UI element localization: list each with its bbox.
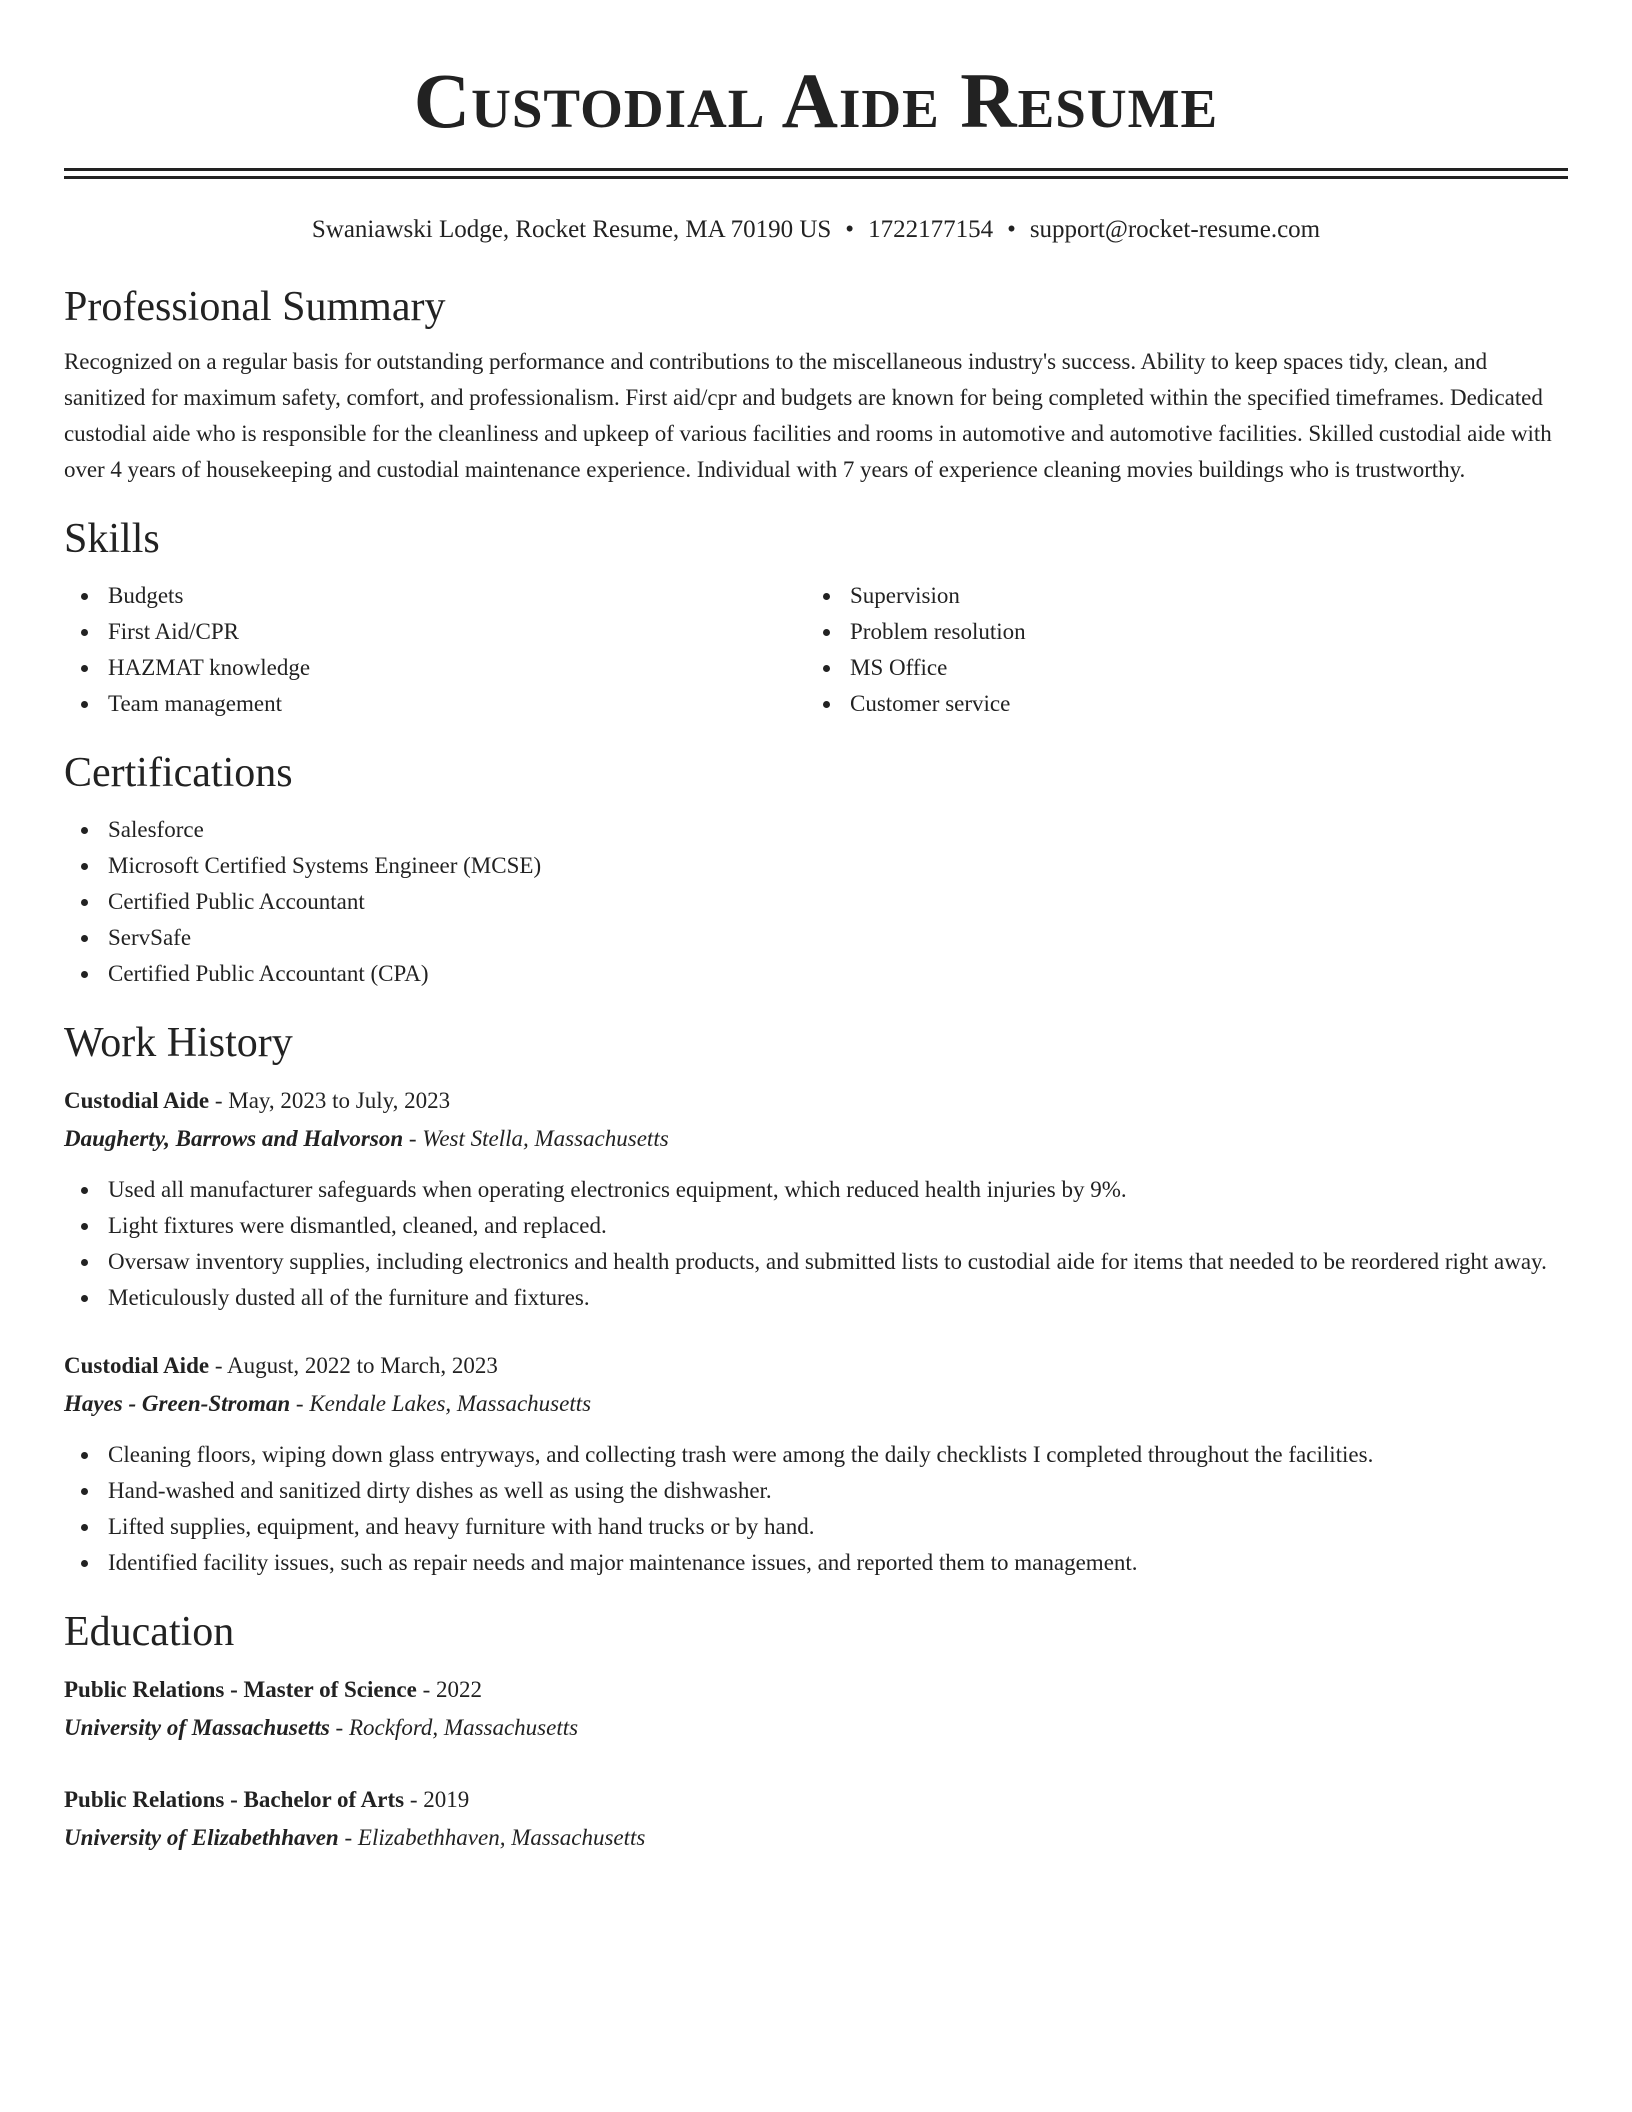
education-year: - 2019 <box>404 1787 470 1812</box>
skills-grid <box>64 578 1568 722</box>
education-school: University of Massachusetts <box>64 1715 330 1740</box>
job-duty: Used all manufacturer safeguards when operating electronics equipment, which reduced health injuries by 9%. <box>64 1172 1568 1208</box>
spacer <box>64 1316 1568 1347</box>
education-location: - Rockford, Massachusetts <box>329 1715 579 1740</box>
education-degree: Public Relations - Master of Science <box>64 1677 417 1702</box>
skill-item: Supervision <box>806 578 1548 614</box>
work-history-heading: Work History <box>64 1020 293 1066</box>
job-duty: Lifted supplies, equipment, and heavy furniture with hand trucks or by hand. <box>64 1509 1568 1545</box>
skills-heading: Skills <box>64 516 160 562</box>
skill-item: Customer service <box>806 686 1548 722</box>
certification-item: Certified Public Accountant <box>64 884 1568 920</box>
certification-item: Salesforce <box>64 812 1568 848</box>
resume-page <box>64 0 1568 1857</box>
education-school: University of Elizabethhaven <box>64 1825 339 1850</box>
summary-heading: Professional Summary <box>64 284 446 330</box>
education-entry <box>64 1781 1568 1857</box>
job-entry <box>64 1082 1568 1316</box>
contact-address: Swaniawski Lodge, Rocket Resume, MA 70190 US <box>311 216 832 243</box>
job-duty: Identified facility issues, such as repair needs and major maintenance issues, and reported them to management. <box>64 1545 1568 1581</box>
education-degree: Public Relations - Bachelor of Arts <box>64 1787 405 1812</box>
job-company: Hayes - Green-Stroman <box>64 1391 291 1416</box>
skill-item: HAZMAT knowledge <box>64 650 806 686</box>
job-duty: Meticulously dusted all of the furniture and fixtures. <box>64 1280 1568 1316</box>
education-school-line <box>64 1709 1568 1747</box>
skills-list-left <box>64 578 806 722</box>
skill-item: Team management <box>64 686 806 722</box>
certification-item: Certified Public Accountant (CPA) <box>64 956 1568 992</box>
skill-item: Budgets <box>64 578 806 614</box>
job-entry <box>64 1347 1568 1581</box>
job-title: Custodial Aide <box>64 1088 210 1113</box>
education-header <box>64 1781 1568 1819</box>
education-header <box>64 1671 1568 1709</box>
certification-item: Microsoft Certified Systems Engineer (MCSE) <box>64 848 1568 884</box>
skills-list-right <box>806 578 1548 722</box>
title-divider <box>64 168 1568 179</box>
education-entry <box>64 1671 1568 1747</box>
job-dates: - May, 2023 to July, 2023 <box>209 1088 451 1113</box>
job-duty: Light fixtures were dismantled, cleaned, and replaced. <box>64 1208 1568 1244</box>
job-employer <box>64 1385 1568 1423</box>
skill-item: First Aid/CPR <box>64 614 806 650</box>
job-duty: Oversaw inventory supplies, including electronics and health products, and submitted lists to custodial aide for items that needed to be reordered right away. <box>64 1244 1568 1280</box>
job-dates: - August, 2022 to March, 2023 <box>209 1353 498 1378</box>
resume-title: Custodial Aide Resume <box>413 57 1219 144</box>
job-title: Custodial Aide <box>64 1353 210 1378</box>
job-duties-list <box>64 1172 1568 1316</box>
job-company: Daugherty, Barrows and Halvorson <box>64 1126 404 1151</box>
contact-line <box>64 214 1568 246</box>
certification-item: ServSafe <box>64 920 1568 956</box>
certifications-list <box>64 812 1568 992</box>
contact-separator: • <box>1007 216 1016 243</box>
job-duty: Hand-washed and sanitized dirty dishes as well as using the dishwasher. <box>64 1473 1568 1509</box>
skill-item: Problem resolution <box>806 614 1548 650</box>
job-location: - Kendale Lakes, Massachusetts <box>290 1391 592 1416</box>
education-year: - 2022 <box>416 1677 482 1702</box>
job-duties-list <box>64 1437 1568 1581</box>
spacer <box>64 1747 1568 1781</box>
education-school-line <box>64 1819 1568 1857</box>
job-header <box>64 1082 1568 1120</box>
education-heading: Education <box>64 1609 235 1655</box>
contact-separator: • <box>845 216 855 243</box>
job-duty: Cleaning floors, wiping down glass entryways, and collecting trash were among the daily checklists I completed throughout the facilities. <box>64 1437 1568 1473</box>
job-location: - West Stella, Massachusetts <box>403 1126 669 1151</box>
contact-email[interactable]: support@rocket-resume.com <box>1029 216 1321 243</box>
skill-item: MS Office <box>806 650 1548 686</box>
job-header <box>64 1347 1568 1385</box>
summary-text: Recognized on a regular basis for outstanding performance and contributions to the miscellaneous industry's success. Ability to keep spaces tidy, clean, and sanitized for maximum safety, comfort, and professionalism. First aid/cpr and budgets are known for being completed within the specified timeframes. Dedicated custodial aide who is responsible for the cleanliness and upkeep of various facilities and rooms in automotive and automotive facilities. Skilled custodial aide with over 4 years of housekeeping and custodial maintenance experience. Individual with 7 years of experience cleaning movies buildings who is trustworthy. <box>64 349 1552 482</box>
education-location: - Elizabethhaven, Massachusetts <box>338 1825 646 1850</box>
contact-phone: 1722177154 <box>868 216 994 243</box>
certifications-heading: Certifications <box>64 750 293 796</box>
job-employer <box>64 1120 1568 1158</box>
